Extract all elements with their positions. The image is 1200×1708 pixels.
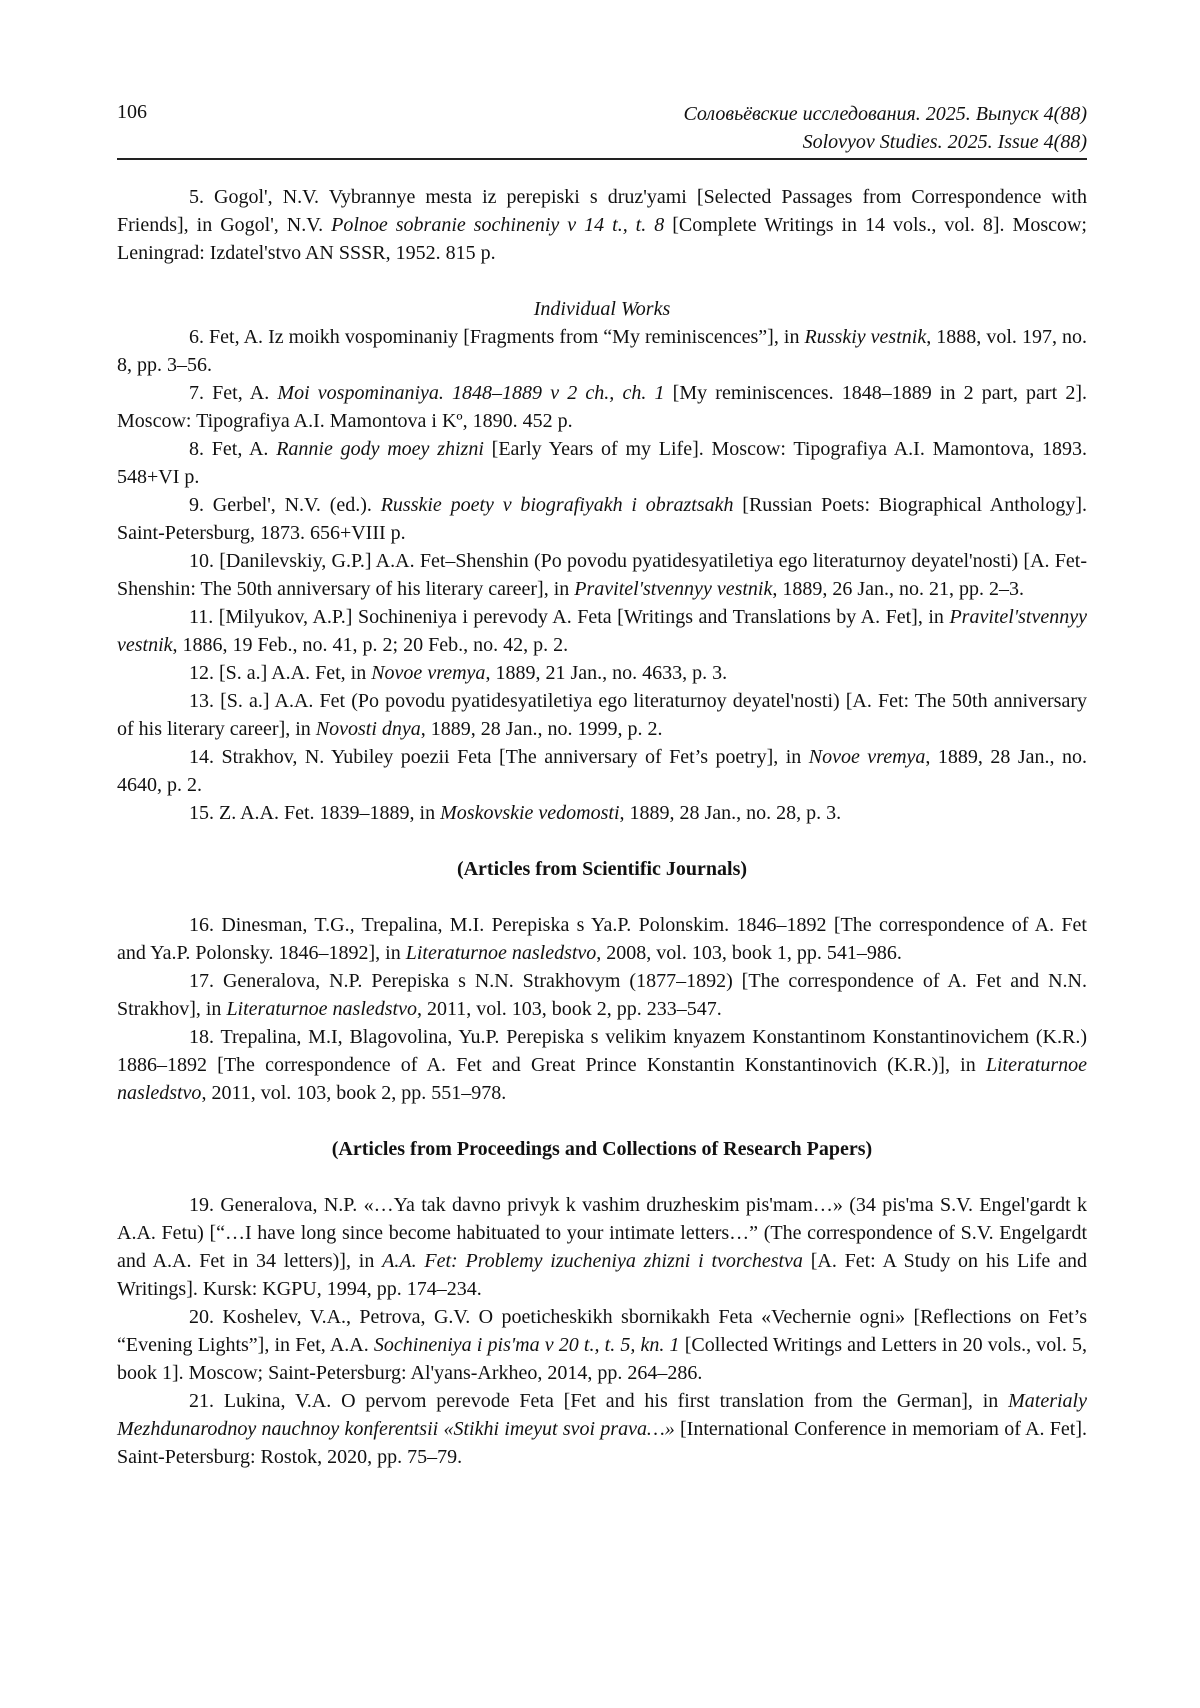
reference-title-italic: Sochineniya i pis'ma v 20 t., t. 5, kn. 1: [373, 1334, 680, 1356]
reference-text: 9. Gerbel', N.V. (ed.).: [189, 494, 381, 516]
reference-text: [My reminiscences. 1848–1889 in 2 part, part 2]. Moscow: Tipografiya A.I. Mamontova i Kº, 1890. 452 p.: [117, 382, 1087, 432]
reference-title-italic: Moi vospominaniya. 1848–1889 v 2 ch., ch. 1: [277, 382, 665, 404]
reference-text: 14. Strakhov, N. Yubiley poezii Feta [The anniversary of Fet’s poetry], in: [189, 746, 809, 768]
reference-text: , 1889, 26 Jan., no. 21, pp. 2–3.: [772, 578, 1025, 600]
reference-title-italic: Novoe vremya: [808, 746, 926, 768]
reference-entry: [117, 659, 1087, 687]
reference-entry: [117, 603, 1087, 659]
reference-title-italic: Literaturnoe nasledstvo: [405, 942, 597, 964]
reference-text: 10. [Danilevskiy, G.P.] A.A. Fet–Shenshin (Po povodu pyatidesyatiletiya ego literaturnoy deyatel'nosti) [A. Fet-Shenshin: The 50th anniversary of his literary career], in: [117, 550, 1087, 600]
page-number: 106: [117, 101, 147, 123]
reference-entry: [117, 379, 1087, 435]
reference-text: , 1886, 19 Feb., no. 41, p. 2; 20 Feb., no. 42, p. 2.: [172, 634, 569, 656]
reference-text: 5. Gogol', N.V. Vybrannye mesta iz perepiski s druz'yami [Selected Passages from Correspondence with Friends], in Gogol', N.V.: [117, 186, 1087, 236]
reference-entry: [117, 491, 1087, 547]
reference-text: 12. [S. a.] A.A. Fet, in: [189, 662, 372, 684]
reference-entry: [117, 435, 1087, 491]
reference-text: 18. Trepalina, M.I, Blagovolina, Yu.P. Perepiska s velikim knyazem Konstantinom Konstantinovichem (K.R.) 1886–1892 [The correspondence of A. Fet and Great Prince Konstantin Konstantinovich (K.R.)], in: [117, 1026, 1087, 1076]
reference-entry: [117, 1303, 1087, 1387]
reference-text: [Complete Writings in 14 vols., vol. 8]. Moscow; Leningrad: Izdatel'stvo AN SSSR, 1952. 815 p.: [117, 214, 1087, 264]
reference-text: 19. Generalova, N.P. «…Ya tak davno privyk k vashim druzheskim pis'mam…» (34 pis'ma S.V. Engel'gardt k A.A. Fetu) [“…I have long since become habituated to your intimate letters…” (The correspondence of S.V. Engelgardt and A.A. Fet in 34 letters)], in: [117, 1194, 1087, 1272]
reference-text: , 1889, 21 Jan., no. 4633, p. 3.: [485, 662, 728, 684]
reference-title-italic: Russkie poety v biografiyakh i obraztsakh: [380, 494, 734, 516]
reference-text: 7. Fet, A.: [189, 382, 278, 404]
reference-text: [Collected Writings and Letters in 20 vols., vol. 5, book 1]. Moscow; Saint-Petersburg: Al'yans-Arkheo, 2014, pp. 264–286.: [117, 1334, 1087, 1384]
reference-title-italic: Russkiy vestnik: [804, 326, 927, 348]
reference-title-italic: Novosti dnya: [315, 718, 421, 740]
reference-entry: [117, 547, 1087, 603]
reference-text: , 2011, vol. 103, book 2, pp. 551–978.: [201, 1082, 507, 1104]
reference-entry: [117, 1191, 1087, 1303]
reference-text: [Russian Poets: Biographical Anthology]. Saint-Petersburg, 1873. 656+VIII p.: [117, 494, 1088, 544]
reference-text: , 2008, vol. 103, book 1, pp. 541–986.: [596, 942, 902, 964]
reference-entry: [117, 183, 1087, 267]
reference-text: [Early Years of my Life]. Moscow: Tipografiya A.I. Mamontova, 1893. 548+VI p.: [117, 438, 1087, 488]
reference-text: 16. Dinesman, T.G., Trepalina, M.I. Perepiska s Ya.P. Polonskim. 1846–1892 [The correspondence of A. Fet and Ya.P. Polonsky. 1846–1892], in: [117, 914, 1087, 964]
reference-entry: [117, 911, 1087, 967]
reference-entry: [117, 323, 1087, 379]
reference-text: 13. [S. a.] A.A. Fet (Po povodu pyatidesyatiletiya ego literaturnoy deyatel'nosti) [A. Fet: The 50th anniversary of his literary career], in: [117, 690, 1087, 740]
reference-group-proceedings: [117, 1191, 1087, 1471]
reference-title-italic: Pravitel'stvennyy vestnik: [574, 578, 773, 600]
reference-text: , 1889, 28 Jan., no. 28, p. 3.: [619, 802, 842, 824]
reference-text: 17. Generalova, N.P. Perepiska s N.N. Strakhovym (1877–1892) [The correspondence of A. Fet and N.N. Strakhov], in: [117, 970, 1087, 1020]
reference-text: 6. Fet, A. Iz moikh vospominaniy [Fragments from “My reminiscences”], in: [189, 326, 805, 348]
reference-group-general: [117, 183, 1087, 267]
reference-entry: [117, 687, 1087, 743]
reference-title-italic: Literaturnoe nasledstvo: [226, 998, 417, 1020]
reference-text: , 2011, vol. 103, book 2, pp. 233–547.: [416, 998, 722, 1020]
reference-title-italic: Materialy Mezhdunarodnoy nauchnoy konferentsii «Stikhi imeyut svoi prava…»: [117, 1390, 1087, 1440]
reference-entry: [117, 799, 1087, 827]
reference-text: 15. Z. A.A. Fet. 1839–1889, in: [189, 802, 441, 824]
reference-entry: [117, 743, 1087, 799]
reference-entry: [117, 1387, 1087, 1471]
reference-title-italic: Literaturnoe nasledstvo: [117, 1054, 1087, 1104]
individual-works-heading: Individual Works: [533, 298, 671, 320]
reference-title-italic: Moskovskie vedomosti: [440, 802, 620, 824]
reference-text: 20. Koshelev, V.A., Petrova, G.V. O poeticheskikh sbornikakh Feta «Vechernie ogni» [Reflections on Fet’s “Evening Lights”], in Fet, A.A.: [117, 1306, 1087, 1356]
reference-text: 21. Lukina, V.A. O pervom perevode Feta [Fet and his first translation from the German], in: [189, 1390, 1009, 1412]
reference-group-journals: [117, 911, 1087, 1107]
references-body: [117, 183, 1087, 1471]
reference-text: , 1889, 28 Jan., no. 1999, p. 2.: [420, 718, 663, 740]
header-rule: [117, 158, 1087, 160]
journal-title-ru: Соловьёвские исследования. 2025. Выпуск 4(88): [683, 103, 1087, 125]
journal-title-en: Solovyov Studies. 2025. Issue 4(88): [802, 131, 1087, 153]
reference-text: , 1888, vol. 197, no. 8, pp. 3–56.: [117, 326, 1088, 376]
reference-title-italic: Novoe vremya: [371, 662, 486, 684]
reference-title-italic: A.A. Fet: Problemy izucheniya zhizni i tvorchestva: [382, 1250, 803, 1272]
reference-text: 11. [Milyukov, A.P.] Sochineniya i perevody A. Feta [Writings and Translations by A. Fet], in: [189, 606, 950, 628]
reference-text: 8. Fet, A.: [189, 438, 277, 460]
reference-title-italic: Pravitel'stvennyy vestnik: [117, 606, 1087, 656]
reference-entry: [117, 1023, 1087, 1107]
reference-group-individual: [117, 323, 1087, 827]
proceedings-heading: (Articles from Proceedings and Collections of Research Papers): [331, 1138, 873, 1160]
reference-title-italic: Polnoe sobranie sochineniy v 14 t., t. 8: [331, 214, 665, 236]
journals-heading: (Articles from Scientific Journals): [456, 858, 748, 880]
reference-entry: [117, 967, 1087, 1023]
reference-text: [International Conference in memoriam of A. Fet]. Saint-Petersburg: Rostok, 2020, pp. 75–79.: [117, 1418, 1087, 1468]
reference-title-italic: Rannie gody moey zhizni: [276, 438, 484, 460]
reference-text: , 1889, 28 Jan., no. 4640, p. 2.: [117, 746, 1087, 796]
reference-text: [A. Fet: A Study on his Life and Writings]. Kursk: KGPU, 1994, pp. 174–234.: [117, 1250, 1087, 1300]
